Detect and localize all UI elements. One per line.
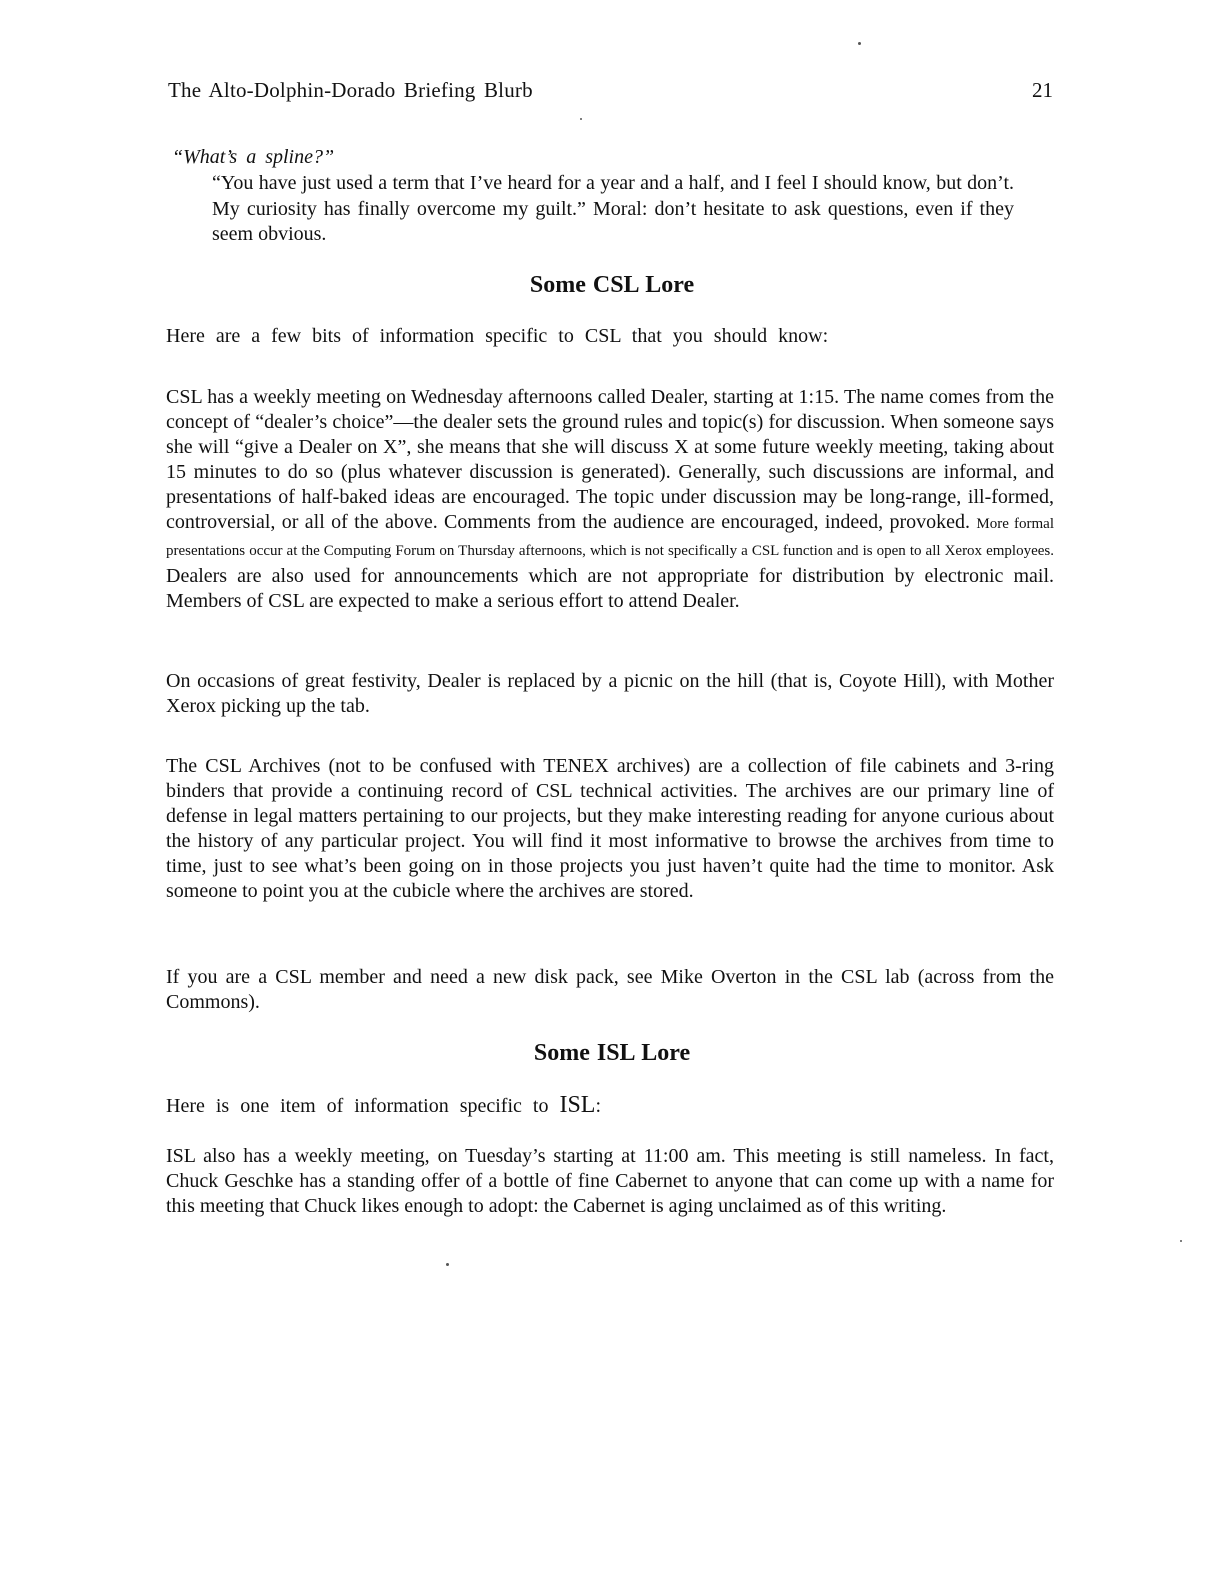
- scan-speck: [580, 118, 582, 120]
- dealer-paragraph-text-b: Dealers are also used for announcements which are not appropriate for distribution by electronic mail. Members of CSL are expected to make a serious effort to attend Dealer.: [166, 565, 1054, 612]
- running-head: The Alto-Dolphin-Dorado Briefing Blurb: [168, 78, 533, 102]
- isl-meeting-paragraph: ISL also has a weekly meeting, on Tuesday’s starting at 11:00 am. This meeting is still nameless. In fact, Chuck Geschke has a standing offer of a bottle of fine Cabernet to anyone that can come up with a name for this meeting that Chuck likes enough to adopt: the Cabernet is aging unclaimed as of this writing.: [166, 1145, 1054, 1217]
- isl-intro: [166, 1092, 601, 1119]
- scan-speck: [858, 42, 861, 45]
- qa-answer: “You have just used a term that I’ve heard for a year and a half, and I feel I should know, but don’t. My curiosity has finally overcome my guilt.” Moral: don’t hesitate to ask questions, even if they seem obvious.: [212, 172, 1014, 245]
- picnic-paragraph: On occasions of great festivity, Dealer is replaced by a picnic on the hill (that is, Coyote Hill), with Mother Xerox picking up the tab.: [166, 670, 1054, 717]
- scan-speck: [446, 1263, 449, 1266]
- isl-intro-colon: :: [595, 1095, 602, 1117]
- qa-question: “What’s a spline?”: [172, 146, 335, 168]
- csl-intro: Here are a few bits of information specific to CSL that you should know:: [166, 325, 829, 347]
- dealer-paragraph-text-a: CSL has a weekly meeting on Wednesday afternoons called Dealer, starting at 1:15. The name comes from the concept of “dealer’s choice”—the dealer sets the ground rules and topic(s) for discussion. When someone says she will “give a Dealer on X”, she means that she will discuss X at some future weekly meeting, taking about 15 minutes to do so (plus whatever discussion is generated). Generally, such discussions are informal, and presentations of half-baked ideas are encouraged. The topic under discussion may be long-range, ill-formed, controversial, or all of the above. Comments from the audience are encouraged, indeed, provoked.: [166, 386, 1054, 533]
- isl-section-heading: Some ISL Lore: [533, 1040, 691, 1066]
- csl-section-heading: Some CSL Lore: [529, 272, 695, 298]
- dealer-paragraph-small-print: More formal presentations occur at the Computing Forum on Thursday afternoons, which is not specifically a CSL function and is open to all Xerox employees.: [166, 516, 1054, 559]
- isl-intro-acronym: ISL: [559, 1092, 596, 1118]
- scan-speck: [1180, 1240, 1182, 1242]
- dealer-paragraph: [166, 385, 1054, 614]
- isl-intro-text: Here is one item of information specific to: [166, 1095, 549, 1117]
- disk-pack-paragraph: If you are a CSL member and need a new disk pack, see Mike Overton in the CSL lab (across from the Commons).: [166, 966, 1054, 1013]
- page-number: 21: [1032, 78, 1053, 102]
- archives-paragraph: The CSL Archives (not to be confused with TENEX archives) are a collection of file cabinets and 3-ring binders that provide a continuing record of CSL technical activities. The archives are our primary line of defense in legal matters pertaining to our projects, but they make interesting reading for anyone curious about the history of any particular project. You will find it most informative to browse the archives from time to time, just to see what’s been going on in those projects you just haven’t quite had the time to monitor. Ask someone to point you at the cubicle where the archives are stored.: [166, 755, 1054, 902]
